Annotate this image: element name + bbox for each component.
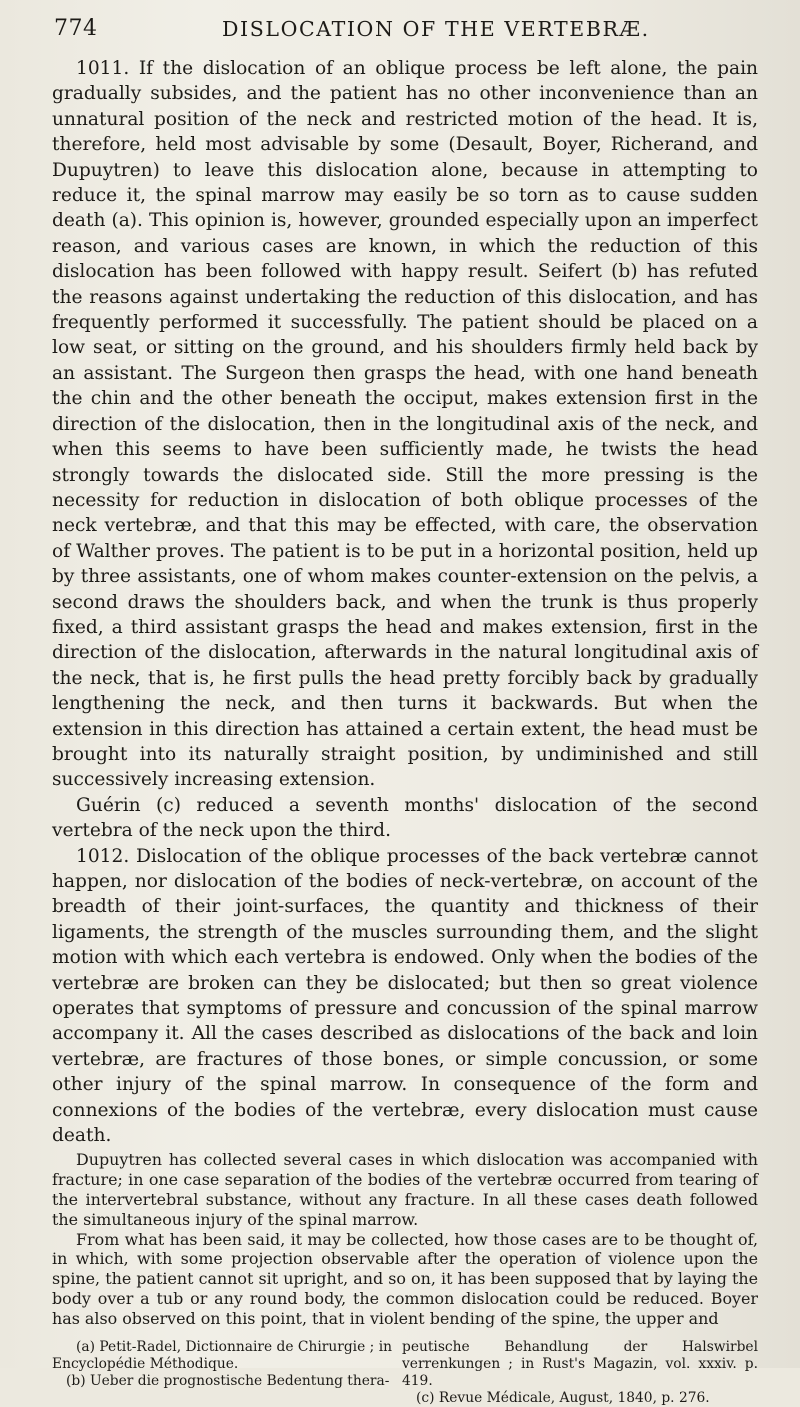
footnote-b-continued: peutische Behandlung der Halswirbel verrenkungen ; in Rust's Magazin, vol. xxxiv. p. 419. — [402, 1338, 758, 1389]
running-title: DISLOCATION OF THE VERTEBRÆ. — [222, 17, 650, 41]
paragraph-dupuytren: Dupuytren has collected several cases in which dislocation was accompanied with fracture; in one case separation of the bodies of the vertebræ occurred from tearing of the intervertebral substance, without any fracture. In all these cases death followed the simultaneous injury of the spinal marrow. — [52, 1150, 758, 1229]
paragraph-guerin: Guérin (c) reduced a seventh months' dislocation of the second vertebra of the neck upon the third. — [52, 794, 758, 842]
page-header — [54, 16, 766, 42]
paragraph-1011: 1011. If the dislocation of an oblique process be left alone, the pain gradually subsides, and the patient has no other inconvenience than an unnatural position of the neck and restricted motion of the head. It is, therefore, held most advisable by some (Desault, Boyer, Richerand, and Dupuytren) to leave this dislocation alone, because in attempting to reduce it, the spinal marrow may easily be so torn as to cause sudden death (a). This opinion is, however, grounded especially upon an imperfect reason, and various cases are known, in which the reduction of this dislocation has been followed with happy result. Seifert (b) has refuted the reasons against undertaking the reduction of this dislocation, and has frequently performed it successfully. The patient should be placed on a low seat, or sitting on the ground, and his shoulders firmly held back by an assistant. The Surgeon then grasps the head, with one hand beneath the chin and the other beneath the occiput, makes extension first in the direction of the dislocation, then in the longitudinal axis of the neck, and when this seems to have been sufficiently made, he twists the head strongly towards the dislocated side. Still the more pressing is the necessity for reduction in dislocation of both oblique processes of the neck vertebræ, and that this may be effected, with care, the observation of Walther proves. The patient is to be put in a horizontal position, held up by three assistants, one of whom makes counter-extension on the pelvis, a second draws the shoulders back, and when the trunk is thus properly fixed, a third assistant grasps the head and makes extension, first in the direction of the dislocation, afterwards in the natural longitudinal axis of the neck, that is, he first pulls the head pretty forcibly back by gradually lengthening the neck, and then turns it backwards. But when the extension in this direction has attained a certain extent, the head must be brought into its naturally straight position, by undiminished and still successively increasing extension. — [52, 58, 758, 791]
footnote-c: (c) Revue Médicale, August, 1840, p. 276. — [416, 1389, 710, 1406]
footnote-a: (a) Petit-Radel, Dictionnaire de Chirurgie ; in Encyclopédie Méthodique. — [52, 1338, 392, 1372]
main-text — [52, 56, 758, 1148]
page-body — [52, 56, 758, 1407]
footnotes-right-column — [402, 1339, 758, 1407]
footnote-b: (b) Ueber die prognostische Bedentung thera- — [66, 1372, 390, 1389]
page-number: 774 — [54, 16, 98, 41]
footnotes — [52, 1339, 758, 1407]
footnotes-left-column — [52, 1339, 392, 1407]
small-print-text — [52, 1150, 758, 1328]
paragraph-1012: 1012. Dislocation of the oblique processes of the back vertebræ cannot happen, nor dislocation of the bodies of neck-vertebræ, on account of the breadth of their joint-surfaces, the quantity and thickness of their ligaments, the strength of the muscles surrounding them, and the slight motion with which each vertebra is endowed. Only when the bodies of the vertebræ are broken can they be dislocated; but then so great violence operates that symptoms of pressure and concussion of the spinal marrow accompany it. All the cases described as dislocations of the back and loin vertebræ, are fractures of those bones, or simple concussion, or some other injury of the spinal marrow. In consequence of the form and connexions of the bodies of the vertebræ, every dislocation must cause death. — [52, 845, 758, 1147]
paragraph-boyer: From what has been said, it may be collected, how those cases are to be thought of, in which, with some projection observable after the operation of violence upon the spine, the patient cannot sit upright, and so on, it has been supposed that by laying the body over a tub or any round body, the common dislocation could be reduced. Boyer has also observed on this point, that in violent bending of the spine, the upper and — [52, 1229, 758, 1328]
